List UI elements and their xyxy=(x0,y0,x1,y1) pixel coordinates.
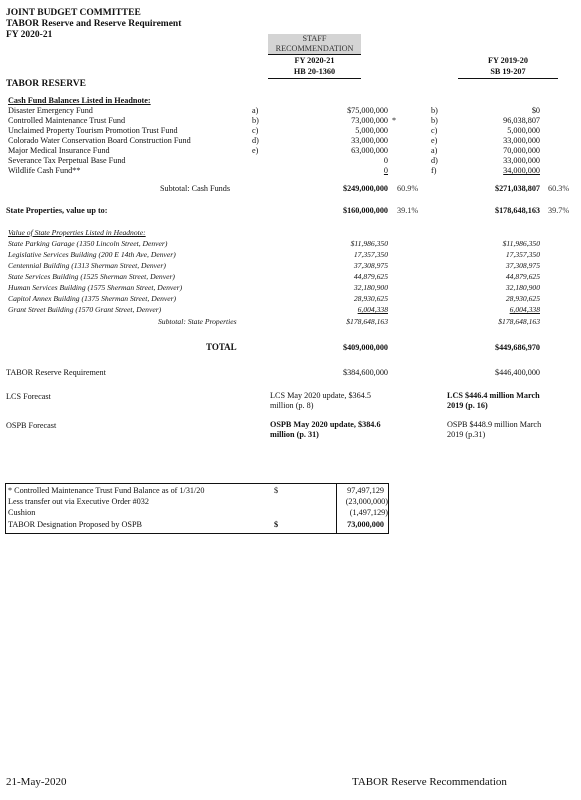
prior-fy: FY 2019-20 xyxy=(488,56,528,65)
cash-fund-code: c) xyxy=(252,126,259,135)
state-properties-staff: $160,000,000 xyxy=(342,206,388,215)
cash-fund-prior-code: f) xyxy=(431,166,437,175)
cash-funds-heading: Cash Fund Balances Listed in Headnote: xyxy=(8,96,151,105)
property-prior-value: 37,308,975 xyxy=(505,261,540,270)
ospb-label: OSPB Forecast xyxy=(6,421,57,430)
prior-header-rule xyxy=(458,78,558,79)
total-staff: $409,000,000 xyxy=(342,343,388,352)
staff-bill: HB 20-1360 xyxy=(293,67,336,76)
state-properties-prior: $178,648,163 xyxy=(494,206,540,215)
cash-fund-prior-value: 34,000,000 xyxy=(503,166,540,175)
cash-subtotal-staff-pct: 60.9% xyxy=(397,184,419,193)
prior-bill: SB 19-207 xyxy=(490,67,526,76)
state-properties-label: State Properties, value up to: xyxy=(6,206,108,215)
cash-fund-name: Controlled Maintenance Trust Fund xyxy=(8,116,126,125)
cash-fund-name: Colorado Water Conservation Board Construction Fund xyxy=(8,136,191,145)
cash-fund-prior-code: d) xyxy=(431,156,438,165)
cash-subtotal-prior: $271,038,807 xyxy=(494,184,540,193)
property-staff-value: 37,308,975 xyxy=(353,261,388,270)
footnote-row-value: (23,000,000) xyxy=(345,497,388,506)
cash-fund-staff-value: 0 xyxy=(383,156,388,165)
requirement-prior: $446,400,000 xyxy=(494,368,540,377)
property-prior-value: 32,180,900 xyxy=(505,283,540,292)
cash-fund-name: Major Medical Insurance Fund xyxy=(8,146,110,155)
cash-fund-code: b) xyxy=(252,116,259,125)
total-prior: $449,686,970 xyxy=(494,343,540,352)
cash-fund-staff-value: $75,000,000 xyxy=(347,106,388,115)
footnote-row-label: Less transfer out via Executive Order #032 xyxy=(8,497,149,506)
cash-fund-staff-value: 0 xyxy=(383,166,388,175)
property-prior-value: 17,357,350 xyxy=(505,250,540,259)
cash-fund-staff-value: 33,000,000 xyxy=(351,136,388,145)
property-prior-value: 28,930,625 xyxy=(505,294,540,303)
cash-subtotal-prior-pct: 60.3% xyxy=(548,184,570,193)
property-name: Legislative Services Building (200 E 14th Ave, Denver) xyxy=(8,250,176,259)
property-name: Capitol Annex Building (1375 Sherman Street, Denver) xyxy=(8,294,177,303)
lcs-prior: LCS $446.4 million March 2019 (p. 16) xyxy=(447,391,540,410)
property-name: Centennial Building (1313 Sherman Street, Denver) xyxy=(8,261,166,270)
cash-subtotal-staff: $249,000,000 xyxy=(342,184,388,193)
property-name: State Services Building (1525 Sherman Street, Denver) xyxy=(8,272,175,281)
cash-fund-prior-value: $0 xyxy=(531,106,540,115)
lcs-staff: LCS May 2020 update, $364.5 million (p. 8) xyxy=(270,391,371,410)
lcs-label: LCS Forecast xyxy=(6,392,51,401)
footnote-row-value: 97,497,129 xyxy=(347,486,384,495)
cash-fund-code: d) xyxy=(252,136,259,145)
doc-title: JOINT BUDGET COMMITTEE xyxy=(6,8,141,18)
requirement-label: TABOR Reserve Requirement xyxy=(6,368,106,377)
cash-fund-name: Unclaimed Property Tourism Promotion Trust Fund xyxy=(8,126,178,135)
doc-subtitle: TABOR Reserve and Reserve Requirement xyxy=(6,19,182,29)
properties-subtotal-staff: $178,648,163 xyxy=(346,317,388,326)
property-name: Grant Street Building (1570 Grant Street, Denver) xyxy=(8,305,162,314)
footer-title: TABOR Reserve Recommendation xyxy=(352,776,507,788)
cash-fund-prior-value: 5,000,000 xyxy=(507,126,540,135)
property-name: Human Services Building (1575 Sherman Street, Denver) xyxy=(8,283,183,292)
cash-fund-prior-value: 33,000,000 xyxy=(503,156,540,165)
cash-fund-name: Wildlife Cash Fund** xyxy=(8,166,81,175)
state-properties-staff-pct: 39.1% xyxy=(397,206,419,215)
requirement-staff: $384,600,000 xyxy=(342,368,388,377)
cash-fund-prior-code: b) xyxy=(431,116,438,125)
total-label: TOTAL xyxy=(206,342,237,352)
staff-fy: FY 2020-21 xyxy=(294,56,335,65)
cash-fund-name: Severance Tax Perpetual Base Fund xyxy=(8,156,126,165)
cash-fund-code: e) xyxy=(252,146,259,155)
footnote-row-sign: $ xyxy=(274,520,279,529)
footnote-row-sign: $ xyxy=(274,486,279,495)
property-name: State Parking Garage (1350 Lincoln Street, Denver) xyxy=(8,239,168,248)
cash-fund-footnote-flag: * xyxy=(392,116,397,125)
cash-fund-prior-value: 70,000,000 xyxy=(503,146,540,155)
cash-fund-prior-code: c) xyxy=(431,126,438,135)
cash-fund-code: a) xyxy=(252,106,259,115)
property-staff-value: $11,986,350 xyxy=(350,239,388,248)
cash-fund-prior-code: a) xyxy=(431,146,438,155)
cash-fund-name: Disaster Emergency Fund xyxy=(8,106,93,115)
properties-subtotal-prior: $178,648,163 xyxy=(498,317,540,326)
cash-fund-staff-value: 5,000,000 xyxy=(355,126,388,135)
footnote-row-label: Cushion xyxy=(8,508,36,517)
cash-fund-prior-code: e) xyxy=(431,136,438,145)
staff-recommendation-label: RECOMMENDATION xyxy=(275,44,354,53)
property-prior-value: 44,879,625 xyxy=(505,272,540,281)
footnote-box xyxy=(5,483,389,534)
doc-fiscal-year: FY 2020-21 xyxy=(6,30,53,40)
footnote-row-label: * Controlled Maintenance Trust Fund Balance as of 1/31/20 xyxy=(8,486,205,495)
state-properties-prior-pct: 39.7% xyxy=(548,206,570,215)
cash-fund-prior-code: b) xyxy=(431,106,438,115)
property-staff-value: 17,357,350 xyxy=(353,250,388,259)
staff-header-rule xyxy=(268,78,361,79)
footer-date: 21-May-2020 xyxy=(6,776,67,788)
ospb-staff: OSPB May 2020 update, $384.6 million (p. 31) xyxy=(270,420,381,439)
footnote-row-value: 73,000,000 xyxy=(347,520,384,529)
footnote-row-label: TABOR Designation Proposed by OSPB xyxy=(8,520,142,529)
property-prior-value: 6,004,338 xyxy=(509,305,540,314)
cash-fund-prior-value: 96,038,807 xyxy=(503,116,540,125)
property-staff-value: 28,930,625 xyxy=(353,294,388,303)
cash-fund-prior-value: 33,000,000 xyxy=(503,136,540,145)
properties-subtotal-label: Subtotal: State Properties xyxy=(158,317,237,326)
ospb-prior: OSPB $448.9 million March 2019 (p.31) xyxy=(447,420,542,439)
property-staff-value: 6,004,338 xyxy=(357,305,388,314)
property-prior-value: $11,986,350 xyxy=(502,239,540,248)
property-staff-value: 44,879,625 xyxy=(353,272,388,281)
properties-heading: Value of State Properties Listed in Headnote: xyxy=(8,228,146,237)
staff-label: STAFF xyxy=(302,34,327,43)
property-staff-value: 32,180,900 xyxy=(353,283,388,292)
section-title: TABOR RESERVE xyxy=(6,79,86,89)
footnote-row-value: (1,497,129) xyxy=(349,508,388,517)
cash-fund-staff-value: 73,000,000 xyxy=(351,116,388,125)
cash-subtotal-label: Subtotal: Cash Funds xyxy=(160,184,231,193)
cash-fund-staff-value: 63,000,000 xyxy=(351,146,388,155)
